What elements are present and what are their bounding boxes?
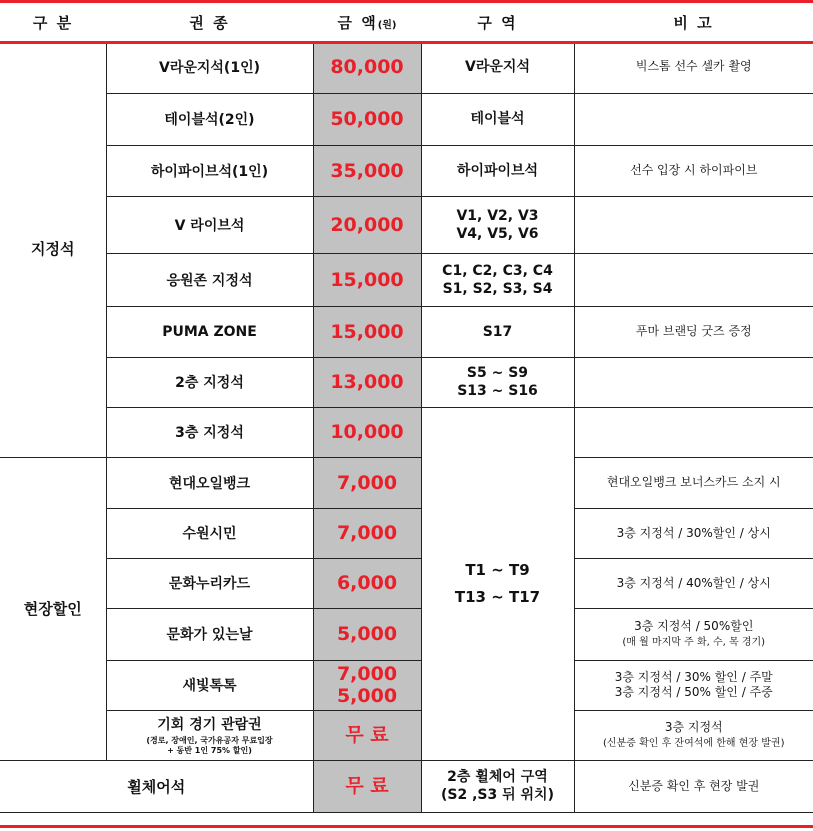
- header-ticket-type: 권 종: [189, 13, 230, 32]
- header-notes: 비 고: [673, 13, 714, 32]
- table-row: [0, 41, 813, 93]
- table-row: [0, 710, 813, 760]
- ticket-name-main: 기회 경기 관람권: [157, 717, 262, 733]
- table-row: [0, 145, 813, 196]
- ticket-name: V라운지석(1인): [106, 41, 313, 93]
- table-row: [0, 608, 813, 660]
- ticket-price: 13,000: [313, 357, 421, 407]
- ticket-zone: V라운지석: [421, 41, 574, 93]
- table-row: [0, 196, 813, 253]
- table-row: [0, 508, 813, 558]
- ticket-note: 현대오일뱅크 보너스카드 소지 시: [574, 457, 813, 508]
- group-wheelchair: 휠체어석: [0, 760, 313, 812]
- ticket-price: 무 료: [313, 710, 421, 760]
- ticket-note: [574, 253, 813, 306]
- ticket-note: 푸마 브랜딩 굿즈 증정: [574, 306, 813, 357]
- ticket-zone: S17: [421, 306, 574, 357]
- table-row: [0, 558, 813, 608]
- ticket-name: PUMA ZONE: [106, 306, 313, 357]
- ticket-zone: 테이블석: [421, 93, 574, 145]
- ticket-price: 35,000: [313, 145, 421, 196]
- note-sub: (매 월 마지막 주 화, 수, 목 경기): [622, 636, 766, 648]
- ticket-note: 빅스톰 선수 셀카 촬영: [574, 41, 813, 93]
- table-row: [0, 357, 813, 407]
- group-onsite-discount: 현장할인: [0, 457, 106, 760]
- table-row: [0, 253, 813, 306]
- ticket-name: 하이파이브석(1인): [106, 145, 313, 196]
- ticket-price: 무 료: [313, 760, 421, 812]
- ticket-name: 테이블석(2인): [106, 93, 313, 145]
- ticket-price: 5,000: [313, 608, 421, 660]
- ticket-note: [574, 93, 813, 145]
- ticket-price: 7,000: [313, 508, 421, 558]
- header-red-rule: [0, 41, 813, 44]
- ticket-name: 문화누리카드: [106, 558, 313, 608]
- ticket-name: 응원존 지정석: [106, 253, 313, 306]
- ticket-price: 15,000: [313, 306, 421, 357]
- ticket-price-table: [0, 3, 813, 813]
- ticket-zone: V1, V2, V3 V4, V5, V6: [421, 196, 574, 253]
- table-row: [0, 93, 813, 145]
- table-row: [0, 407, 813, 457]
- header-price-label: 금 액: [337, 13, 378, 32]
- ticket-note: [574, 357, 813, 407]
- ticket-note: 3층 지정석 / 30%할인 / 상시: [574, 508, 813, 558]
- ticket-price: 50,000: [313, 93, 421, 145]
- ticket-zone: 하이파이브석: [421, 145, 574, 196]
- ticket-note: [574, 710, 813, 760]
- ticket-name: V 라이브석: [106, 196, 313, 253]
- header-price: [313, 3, 421, 41]
- header-price-unit: (원): [377, 19, 397, 31]
- ticket-name: 문화가 있는날: [106, 608, 313, 660]
- table-row: [0, 306, 813, 357]
- bottom-red-rule: [0, 825, 813, 828]
- ticket-price: 7,000: [313, 457, 421, 508]
- ticket-note: 신분증 확인 후 현장 발권: [574, 760, 813, 812]
- header-zone: 구 역: [477, 13, 518, 32]
- ticket-price: 20,000: [313, 196, 421, 253]
- ticket-price: 7,000 5,000: [313, 660, 421, 710]
- ticket-zone: S5 ~ S9 S13 ~ S16: [421, 357, 574, 407]
- ticket-zone: 2층 휠체어 구역 (S2 ,S3 뒤 위치): [421, 760, 574, 812]
- table-row: [0, 660, 813, 710]
- header-category: 구 분: [32, 13, 74, 32]
- ticket-note: 3층 지정석 / 40%할인 / 상시: [574, 558, 813, 608]
- ticket-note: [574, 407, 813, 457]
- shared-zone-cell: T1 ~ T9 T13 ~ T17: [421, 407, 574, 760]
- ticket-name: [106, 710, 313, 760]
- ticket-price: 6,000: [313, 558, 421, 608]
- ticket-name: 2층 지정석: [106, 357, 313, 407]
- note-sub: (신분증 확인 후 잔여석에 한해 현장 발권): [603, 737, 785, 749]
- ticket-note: [574, 196, 813, 253]
- header-row: [0, 3, 813, 41]
- table-row: [0, 760, 813, 812]
- ticket-note: [574, 608, 813, 660]
- table-row: [0, 457, 813, 508]
- ticket-note: 선수 입장 시 하이파이브: [574, 145, 813, 196]
- ticket-name: 3층 지정석: [106, 407, 313, 457]
- ticket-name-sub: (경로, 장애인, 국가유공자 무료입장 + 동반 1인 75% 할인): [146, 736, 273, 755]
- ticket-price: 80,000: [313, 41, 421, 93]
- ticket-zone: C1, C2, C3, C4 S1, S2, S3, S4: [421, 253, 574, 306]
- ticket-name: 수원시민: [106, 508, 313, 558]
- group-reserved: 지정석: [0, 41, 106, 457]
- ticket-price: 10,000: [313, 407, 421, 457]
- ticket-name: 현대오일뱅크: [106, 457, 313, 508]
- ticket-note: 3층 지정석 / 30% 할인 / 주말 3층 지정석 / 50% 할인 / 주중: [574, 660, 813, 710]
- note-main: 3층 지정석 / 50%할인: [634, 618, 754, 633]
- ticket-name: 새빛톡톡: [106, 660, 313, 710]
- note-main: 3층 지정석: [664, 719, 723, 734]
- ticket-price: 15,000: [313, 253, 421, 306]
